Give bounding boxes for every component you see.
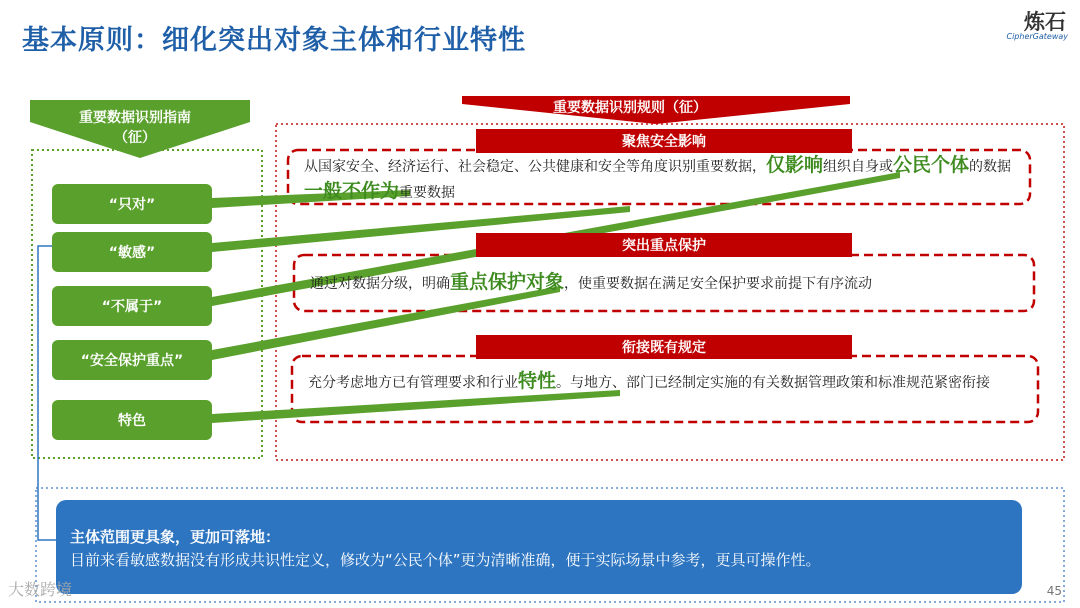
section-text-existing-rules: 充分考虑地方已有管理要求和行业特性。与地方、部门已经制定实施的有关数据管理政策和标准规范紧密衔接 <box>308 370 991 392</box>
tag-not-belong: “不属于” <box>52 286 212 326</box>
section-bar-existing-rules: 衔接既有规定 <box>476 335 852 359</box>
right-panel-header: 重要数据识别规则（征） <box>553 100 707 116</box>
tag-only: “只对” <box>52 184 212 224</box>
section-text-key-protection: 通过对数据分级，明确重点保护对象，使重要数据在满足安全保护要求前提下有序流动 <box>310 271 873 293</box>
section-bar-security-impact: 聚焦安全影响 <box>476 129 852 153</box>
section-bar-key-protection: 突出重点保护 <box>476 233 852 257</box>
left-panel-header: 重要数据识别指南（征） <box>79 110 191 146</box>
company-logo-subtitle: CipherGateway <box>1006 32 1068 41</box>
tag-protection-focus: “安全保护重点” <box>52 340 212 380</box>
section-text-security-impact: 从国家安全、经济运行、社会稳定、公共健康和安全等角度识别重要数据，仅影响组织自身或公民个体的数据一般不作为重要数据 <box>304 154 1012 202</box>
summary-note <box>56 500 1022 594</box>
tag-feature: 特色 <box>52 400 212 440</box>
page-number: 45 <box>1046 584 1062 598</box>
source-watermark: 大数跨境 <box>8 580 73 599</box>
page-title: 基本原则：细化突出对象主体和行业特性 <box>22 25 526 56</box>
tag-sensitive: “敏感” <box>52 232 212 272</box>
summary-note-title: 主体范围更具象，更加可落地： <box>70 528 281 546</box>
company-logo: 炼石 <box>1024 10 1066 34</box>
connector-feature <box>212 390 620 423</box>
summary-note-body: 目前来看敏感数据没有形成共识性定义，修改为“公民个体”更为清晰准确，便于实际场景中参考，更具可操作性。 <box>70 551 821 569</box>
